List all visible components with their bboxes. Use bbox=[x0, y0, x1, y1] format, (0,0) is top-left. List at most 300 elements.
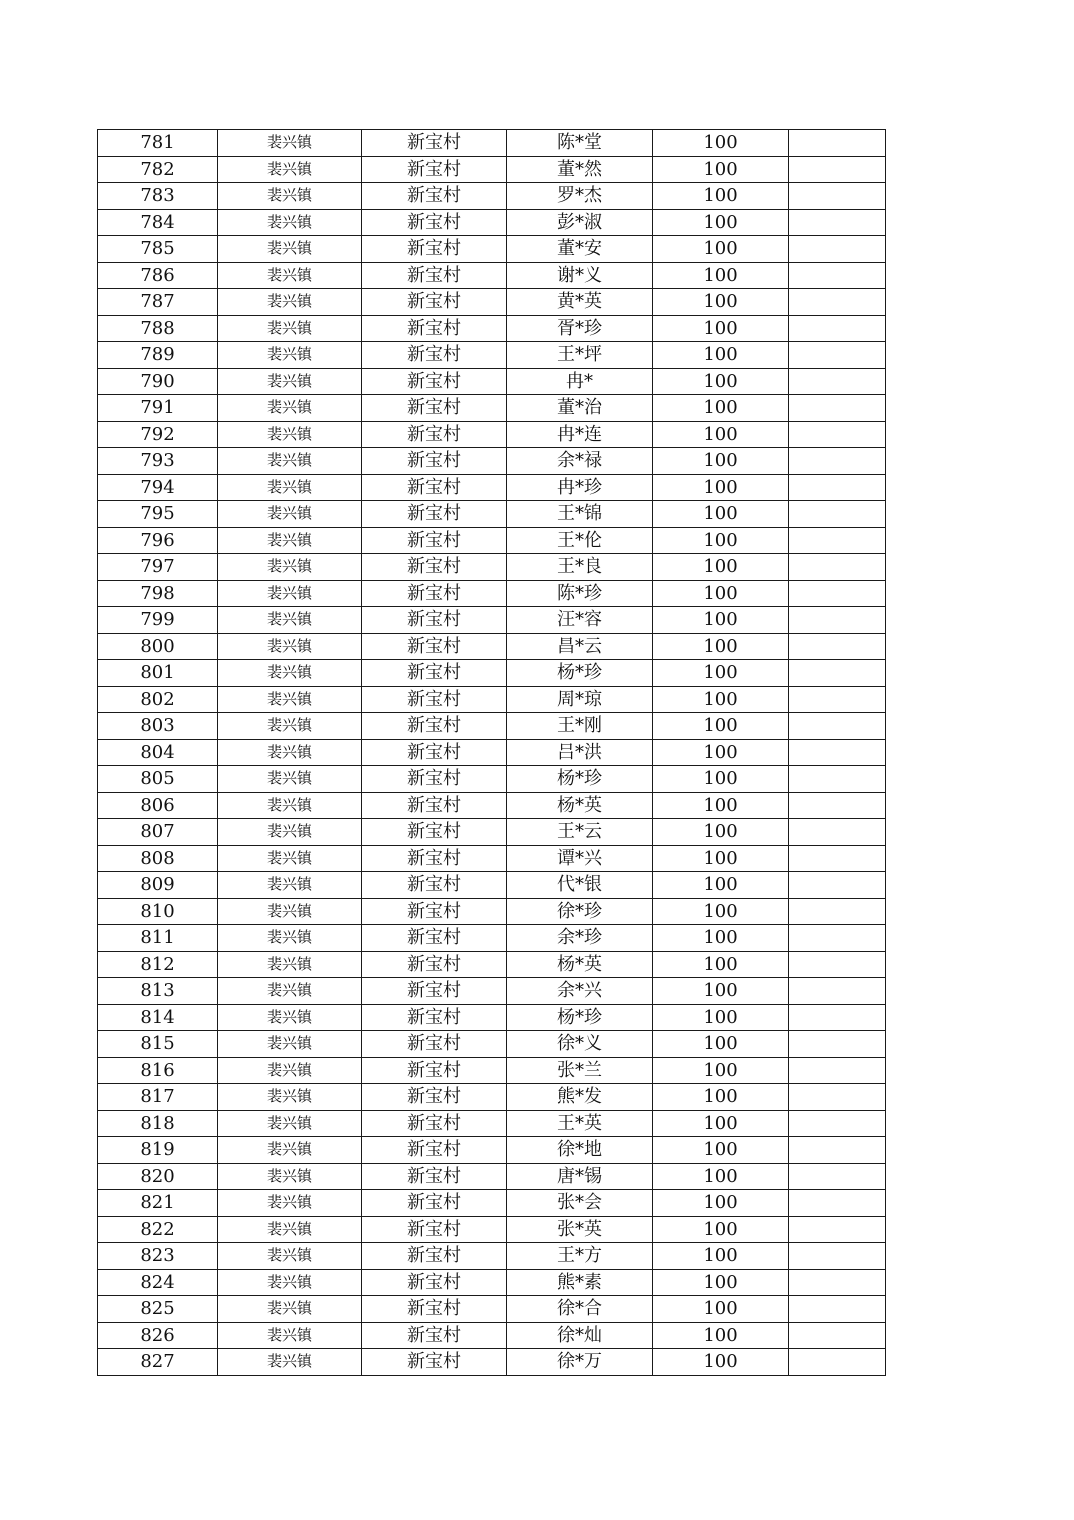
town-cell: 裴兴镇 bbox=[218, 1243, 362, 1270]
person-name-cell: 余*珍 bbox=[507, 925, 653, 952]
town-cell: 裴兴镇 bbox=[218, 766, 362, 793]
amount-cell: 100 bbox=[653, 209, 789, 236]
person-name-cell: 谢*义 bbox=[507, 262, 653, 289]
amount-cell: 100 bbox=[653, 262, 789, 289]
person-name-cell: 王*良 bbox=[507, 554, 653, 581]
remark-cell bbox=[789, 925, 886, 952]
village-cell: 新宝村 bbox=[362, 792, 507, 819]
amount-cell: 100 bbox=[653, 1057, 789, 1084]
town-cell: 裴兴镇 bbox=[218, 660, 362, 687]
table-row bbox=[98, 925, 886, 952]
village-cell: 新宝村 bbox=[362, 739, 507, 766]
serial-number-cell: 826 bbox=[98, 1322, 218, 1349]
town-cell: 裴兴镇 bbox=[218, 209, 362, 236]
person-name-cell: 杨*英 bbox=[507, 951, 653, 978]
person-name-cell: 余*禄 bbox=[507, 448, 653, 475]
remark-cell bbox=[789, 395, 886, 422]
town-cell: 裴兴镇 bbox=[218, 607, 362, 634]
amount-cell: 100 bbox=[653, 845, 789, 872]
table-row bbox=[98, 739, 886, 766]
town-cell: 裴兴镇 bbox=[218, 262, 362, 289]
table-row bbox=[98, 209, 886, 236]
person-name-cell: 谭*兴 bbox=[507, 845, 653, 872]
person-name-cell: 冉* bbox=[507, 368, 653, 395]
remark-cell bbox=[789, 448, 886, 475]
remark-cell bbox=[789, 209, 886, 236]
village-cell: 新宝村 bbox=[362, 1084, 507, 1111]
person-name-cell: 冉*连 bbox=[507, 421, 653, 448]
serial-number-cell: 812 bbox=[98, 951, 218, 978]
remark-cell bbox=[789, 1110, 886, 1137]
table-row bbox=[98, 713, 886, 740]
remark-cell bbox=[789, 183, 886, 210]
table-row bbox=[98, 1110, 886, 1137]
serial-number-cell: 816 bbox=[98, 1057, 218, 1084]
serial-number-cell: 793 bbox=[98, 448, 218, 475]
amount-cell: 100 bbox=[653, 156, 789, 183]
town-cell: 裴兴镇 bbox=[218, 633, 362, 660]
remark-cell bbox=[789, 315, 886, 342]
remark-cell bbox=[789, 978, 886, 1005]
serial-number-cell: 817 bbox=[98, 1084, 218, 1111]
person-name-cell: 罗*杰 bbox=[507, 183, 653, 210]
person-name-cell: 徐*万 bbox=[507, 1349, 653, 1376]
amount-cell: 100 bbox=[653, 183, 789, 210]
town-cell: 裴兴镇 bbox=[218, 368, 362, 395]
town-cell: 裴兴镇 bbox=[218, 474, 362, 501]
table-row bbox=[98, 262, 886, 289]
person-name-cell: 杨*珍 bbox=[507, 766, 653, 793]
table-row bbox=[98, 633, 886, 660]
town-cell: 裴兴镇 bbox=[218, 342, 362, 369]
remark-cell bbox=[789, 686, 886, 713]
table-row bbox=[98, 686, 886, 713]
person-name-cell: 王*锦 bbox=[507, 501, 653, 528]
village-cell: 新宝村 bbox=[362, 368, 507, 395]
person-name-cell: 徐*地 bbox=[507, 1137, 653, 1164]
remark-cell bbox=[789, 554, 886, 581]
village-cell: 新宝村 bbox=[362, 1296, 507, 1323]
town-cell: 裴兴镇 bbox=[218, 1084, 362, 1111]
village-cell: 新宝村 bbox=[362, 183, 507, 210]
amount-cell: 100 bbox=[653, 342, 789, 369]
serial-number-cell: 823 bbox=[98, 1243, 218, 1270]
village-cell: 新宝村 bbox=[362, 1269, 507, 1296]
subsidy-list-table bbox=[97, 129, 886, 1376]
amount-cell: 100 bbox=[653, 554, 789, 581]
serial-number-cell: 806 bbox=[98, 792, 218, 819]
amount-cell: 100 bbox=[653, 1004, 789, 1031]
serial-number-cell: 815 bbox=[98, 1031, 218, 1058]
serial-number-cell: 825 bbox=[98, 1296, 218, 1323]
amount-cell: 100 bbox=[653, 978, 789, 1005]
person-name-cell: 汪*容 bbox=[507, 607, 653, 634]
village-cell: 新宝村 bbox=[362, 580, 507, 607]
serial-number-cell: 808 bbox=[98, 845, 218, 872]
table-row bbox=[98, 315, 886, 342]
serial-number-cell: 782 bbox=[98, 156, 218, 183]
table-row bbox=[98, 1269, 886, 1296]
table-row bbox=[98, 183, 886, 210]
village-cell: 新宝村 bbox=[362, 633, 507, 660]
remark-cell bbox=[789, 1057, 886, 1084]
village-cell: 新宝村 bbox=[362, 209, 507, 236]
town-cell: 裴兴镇 bbox=[218, 1296, 362, 1323]
table-row bbox=[98, 501, 886, 528]
remark-cell bbox=[789, 607, 886, 634]
serial-number-cell: 794 bbox=[98, 474, 218, 501]
person-name-cell: 徐*灿 bbox=[507, 1322, 653, 1349]
serial-number-cell: 788 bbox=[98, 315, 218, 342]
table-row bbox=[98, 554, 886, 581]
person-name-cell: 王*坪 bbox=[507, 342, 653, 369]
town-cell: 裴兴镇 bbox=[218, 1269, 362, 1296]
table-row bbox=[98, 1084, 886, 1111]
town-cell: 裴兴镇 bbox=[218, 898, 362, 925]
village-cell: 新宝村 bbox=[362, 978, 507, 1005]
table-row bbox=[98, 342, 886, 369]
village-cell: 新宝村 bbox=[362, 1110, 507, 1137]
remark-cell bbox=[789, 1137, 886, 1164]
person-name-cell: 杨*英 bbox=[507, 792, 653, 819]
remark-cell bbox=[789, 1031, 886, 1058]
amount-cell: 100 bbox=[653, 1269, 789, 1296]
amount-cell: 100 bbox=[653, 315, 789, 342]
serial-number-cell: 784 bbox=[98, 209, 218, 236]
amount-cell: 100 bbox=[653, 368, 789, 395]
serial-number-cell: 824 bbox=[98, 1269, 218, 1296]
remark-cell bbox=[789, 1349, 886, 1376]
person-name-cell: 王*方 bbox=[507, 1243, 653, 1270]
village-cell: 新宝村 bbox=[362, 554, 507, 581]
person-name-cell: 王*云 bbox=[507, 819, 653, 846]
serial-number-cell: 822 bbox=[98, 1216, 218, 1243]
table-row bbox=[98, 1190, 886, 1217]
town-cell: 裴兴镇 bbox=[218, 527, 362, 554]
remark-cell bbox=[789, 236, 886, 263]
table-row bbox=[98, 421, 886, 448]
person-name-cell: 陈*珍 bbox=[507, 580, 653, 607]
amount-cell: 100 bbox=[653, 1137, 789, 1164]
amount-cell: 100 bbox=[653, 474, 789, 501]
amount-cell: 100 bbox=[653, 686, 789, 713]
table-row bbox=[98, 1243, 886, 1270]
village-cell: 新宝村 bbox=[362, 130, 507, 157]
person-name-cell: 冉*珍 bbox=[507, 474, 653, 501]
serial-number-cell: 797 bbox=[98, 554, 218, 581]
serial-number-cell: 801 bbox=[98, 660, 218, 687]
table-row bbox=[98, 1137, 886, 1164]
amount-cell: 100 bbox=[653, 527, 789, 554]
remark-cell bbox=[789, 633, 886, 660]
serial-number-cell: 811 bbox=[98, 925, 218, 952]
village-cell: 新宝村 bbox=[362, 315, 507, 342]
village-cell: 新宝村 bbox=[362, 1057, 507, 1084]
table-row bbox=[98, 368, 886, 395]
village-cell: 新宝村 bbox=[362, 342, 507, 369]
amount-cell: 100 bbox=[653, 819, 789, 846]
amount-cell: 100 bbox=[653, 739, 789, 766]
table-row bbox=[98, 845, 886, 872]
table-row bbox=[98, 580, 886, 607]
table-row bbox=[98, 289, 886, 316]
remark-cell bbox=[789, 1190, 886, 1217]
town-cell: 裴兴镇 bbox=[218, 554, 362, 581]
table-row bbox=[98, 1031, 886, 1058]
person-name-cell: 张*英 bbox=[507, 1216, 653, 1243]
person-name-cell: 熊*素 bbox=[507, 1269, 653, 1296]
person-name-cell: 胥*珍 bbox=[507, 315, 653, 342]
amount-cell: 100 bbox=[653, 289, 789, 316]
person-name-cell: 董*然 bbox=[507, 156, 653, 183]
village-cell: 新宝村 bbox=[362, 686, 507, 713]
table-row bbox=[98, 1163, 886, 1190]
town-cell: 裴兴镇 bbox=[218, 448, 362, 475]
town-cell: 裴兴镇 bbox=[218, 580, 362, 607]
serial-number-cell: 809 bbox=[98, 872, 218, 899]
remark-cell bbox=[789, 368, 886, 395]
remark-cell bbox=[789, 130, 886, 157]
remark-cell bbox=[789, 739, 886, 766]
remark-cell bbox=[789, 289, 886, 316]
person-name-cell: 吕*洪 bbox=[507, 739, 653, 766]
person-name-cell: 徐*合 bbox=[507, 1296, 653, 1323]
remark-cell bbox=[789, 1216, 886, 1243]
serial-number-cell: 798 bbox=[98, 580, 218, 607]
table-row bbox=[98, 1004, 886, 1031]
town-cell: 裴兴镇 bbox=[218, 951, 362, 978]
person-name-cell: 周*琼 bbox=[507, 686, 653, 713]
serial-number-cell: 795 bbox=[98, 501, 218, 528]
amount-cell: 100 bbox=[653, 633, 789, 660]
village-cell: 新宝村 bbox=[362, 1190, 507, 1217]
amount-cell: 100 bbox=[653, 580, 789, 607]
person-name-cell: 代*银 bbox=[507, 872, 653, 899]
village-cell: 新宝村 bbox=[362, 1031, 507, 1058]
town-cell: 裴兴镇 bbox=[218, 845, 362, 872]
serial-number-cell: 821 bbox=[98, 1190, 218, 1217]
person-name-cell: 董*治 bbox=[507, 395, 653, 422]
amount-cell: 100 bbox=[653, 1322, 789, 1349]
table-row bbox=[98, 130, 886, 157]
town-cell: 裴兴镇 bbox=[218, 1110, 362, 1137]
amount-cell: 100 bbox=[653, 1163, 789, 1190]
remark-cell bbox=[789, 474, 886, 501]
amount-cell: 100 bbox=[653, 1216, 789, 1243]
remark-cell bbox=[789, 421, 886, 448]
village-cell: 新宝村 bbox=[362, 1216, 507, 1243]
serial-number-cell: 781 bbox=[98, 130, 218, 157]
town-cell: 裴兴镇 bbox=[218, 713, 362, 740]
remark-cell bbox=[789, 766, 886, 793]
village-cell: 新宝村 bbox=[362, 289, 507, 316]
remark-cell bbox=[789, 819, 886, 846]
table-row bbox=[98, 1349, 886, 1376]
remark-cell bbox=[789, 1296, 886, 1323]
town-cell: 裴兴镇 bbox=[218, 1004, 362, 1031]
village-cell: 新宝村 bbox=[362, 713, 507, 740]
serial-number-cell: 802 bbox=[98, 686, 218, 713]
remark-cell bbox=[789, 660, 886, 687]
village-cell: 新宝村 bbox=[362, 845, 507, 872]
remark-cell bbox=[789, 342, 886, 369]
person-name-cell: 熊*发 bbox=[507, 1084, 653, 1111]
remark-cell bbox=[789, 872, 886, 899]
table-row bbox=[98, 236, 886, 263]
person-name-cell: 陈*堂 bbox=[507, 130, 653, 157]
amount-cell: 100 bbox=[653, 395, 789, 422]
town-cell: 裴兴镇 bbox=[218, 872, 362, 899]
village-cell: 新宝村 bbox=[362, 819, 507, 846]
remark-cell bbox=[789, 501, 886, 528]
amount-cell: 100 bbox=[653, 792, 789, 819]
town-cell: 裴兴镇 bbox=[218, 130, 362, 157]
person-name-cell: 杨*珍 bbox=[507, 1004, 653, 1031]
serial-number-cell: 800 bbox=[98, 633, 218, 660]
town-cell: 裴兴镇 bbox=[218, 1163, 362, 1190]
town-cell: 裴兴镇 bbox=[218, 1322, 362, 1349]
person-name-cell: 张*会 bbox=[507, 1190, 653, 1217]
amount-cell: 100 bbox=[653, 951, 789, 978]
serial-number-cell: 791 bbox=[98, 395, 218, 422]
amount-cell: 100 bbox=[653, 236, 789, 263]
serial-number-cell: 787 bbox=[98, 289, 218, 316]
village-cell: 新宝村 bbox=[362, 1243, 507, 1270]
village-cell: 新宝村 bbox=[362, 236, 507, 263]
town-cell: 裴兴镇 bbox=[218, 315, 362, 342]
village-cell: 新宝村 bbox=[362, 898, 507, 925]
amount-cell: 100 bbox=[653, 660, 789, 687]
person-name-cell: 徐*义 bbox=[507, 1031, 653, 1058]
amount-cell: 100 bbox=[653, 766, 789, 793]
town-cell: 裴兴镇 bbox=[218, 1057, 362, 1084]
village-cell: 新宝村 bbox=[362, 925, 507, 952]
serial-number-cell: 796 bbox=[98, 527, 218, 554]
village-cell: 新宝村 bbox=[362, 1004, 507, 1031]
village-cell: 新宝村 bbox=[362, 607, 507, 634]
amount-cell: 100 bbox=[653, 448, 789, 475]
village-cell: 新宝村 bbox=[362, 1349, 507, 1376]
town-cell: 裴兴镇 bbox=[218, 183, 362, 210]
person-name-cell: 王*英 bbox=[507, 1110, 653, 1137]
remark-cell bbox=[789, 845, 886, 872]
town-cell: 裴兴镇 bbox=[218, 978, 362, 1005]
serial-number-cell: 807 bbox=[98, 819, 218, 846]
table-row bbox=[98, 660, 886, 687]
table-row bbox=[98, 872, 886, 899]
serial-number-cell: 805 bbox=[98, 766, 218, 793]
person-name-cell: 王*伦 bbox=[507, 527, 653, 554]
table-row bbox=[98, 1296, 886, 1323]
person-name-cell: 黄*英 bbox=[507, 289, 653, 316]
village-cell: 新宝村 bbox=[362, 262, 507, 289]
table-row bbox=[98, 898, 886, 925]
amount-cell: 100 bbox=[653, 1349, 789, 1376]
table-row bbox=[98, 1322, 886, 1349]
village-cell: 新宝村 bbox=[362, 395, 507, 422]
remark-cell bbox=[789, 898, 886, 925]
village-cell: 新宝村 bbox=[362, 660, 507, 687]
village-cell: 新宝村 bbox=[362, 527, 507, 554]
remark-cell bbox=[789, 1269, 886, 1296]
table-row bbox=[98, 951, 886, 978]
village-cell: 新宝村 bbox=[362, 448, 507, 475]
town-cell: 裴兴镇 bbox=[218, 289, 362, 316]
serial-number-cell: 804 bbox=[98, 739, 218, 766]
remark-cell bbox=[789, 1243, 886, 1270]
serial-number-cell: 810 bbox=[98, 898, 218, 925]
person-name-cell: 杨*珍 bbox=[507, 660, 653, 687]
amount-cell: 100 bbox=[653, 1243, 789, 1270]
village-cell: 新宝村 bbox=[362, 156, 507, 183]
serial-number-cell: 813 bbox=[98, 978, 218, 1005]
person-name-cell: 昌*云 bbox=[507, 633, 653, 660]
person-name-cell: 王*刚 bbox=[507, 713, 653, 740]
table-row bbox=[98, 607, 886, 634]
table-row bbox=[98, 1216, 886, 1243]
village-cell: 新宝村 bbox=[362, 951, 507, 978]
serial-number-cell: 818 bbox=[98, 1110, 218, 1137]
person-name-cell: 董*安 bbox=[507, 236, 653, 263]
serial-number-cell: 820 bbox=[98, 1163, 218, 1190]
amount-cell: 100 bbox=[653, 501, 789, 528]
amount-cell: 100 bbox=[653, 607, 789, 634]
amount-cell: 100 bbox=[653, 1084, 789, 1111]
table-row bbox=[98, 448, 886, 475]
town-cell: 裴兴镇 bbox=[218, 686, 362, 713]
serial-number-cell: 785 bbox=[98, 236, 218, 263]
remark-cell bbox=[789, 792, 886, 819]
table-row bbox=[98, 156, 886, 183]
serial-number-cell: 790 bbox=[98, 368, 218, 395]
serial-number-cell: 792 bbox=[98, 421, 218, 448]
person-name-cell: 张*兰 bbox=[507, 1057, 653, 1084]
table-row bbox=[98, 527, 886, 554]
table-body bbox=[98, 130, 886, 1376]
amount-cell: 100 bbox=[653, 872, 789, 899]
remark-cell bbox=[789, 527, 886, 554]
serial-number-cell: 789 bbox=[98, 342, 218, 369]
remark-cell bbox=[789, 713, 886, 740]
remark-cell bbox=[789, 1322, 886, 1349]
town-cell: 裴兴镇 bbox=[218, 501, 362, 528]
person-name-cell: 唐*锡 bbox=[507, 1163, 653, 1190]
town-cell: 裴兴镇 bbox=[218, 395, 362, 422]
remark-cell bbox=[789, 580, 886, 607]
amount-cell: 100 bbox=[653, 925, 789, 952]
town-cell: 裴兴镇 bbox=[218, 421, 362, 448]
serial-number-cell: 783 bbox=[98, 183, 218, 210]
amount-cell: 100 bbox=[653, 1190, 789, 1217]
serial-number-cell: 819 bbox=[98, 1137, 218, 1164]
village-cell: 新宝村 bbox=[362, 1322, 507, 1349]
town-cell: 裴兴镇 bbox=[218, 1349, 362, 1376]
town-cell: 裴兴镇 bbox=[218, 1137, 362, 1164]
town-cell: 裴兴镇 bbox=[218, 156, 362, 183]
person-name-cell: 彭*淑 bbox=[507, 209, 653, 236]
town-cell: 裴兴镇 bbox=[218, 1216, 362, 1243]
town-cell: 裴兴镇 bbox=[218, 1031, 362, 1058]
town-cell: 裴兴镇 bbox=[218, 1190, 362, 1217]
remark-cell bbox=[789, 262, 886, 289]
table-row bbox=[98, 792, 886, 819]
table-row bbox=[98, 395, 886, 422]
town-cell: 裴兴镇 bbox=[218, 739, 362, 766]
table-row bbox=[98, 474, 886, 501]
remark-cell bbox=[789, 951, 886, 978]
serial-number-cell: 814 bbox=[98, 1004, 218, 1031]
village-cell: 新宝村 bbox=[362, 501, 507, 528]
